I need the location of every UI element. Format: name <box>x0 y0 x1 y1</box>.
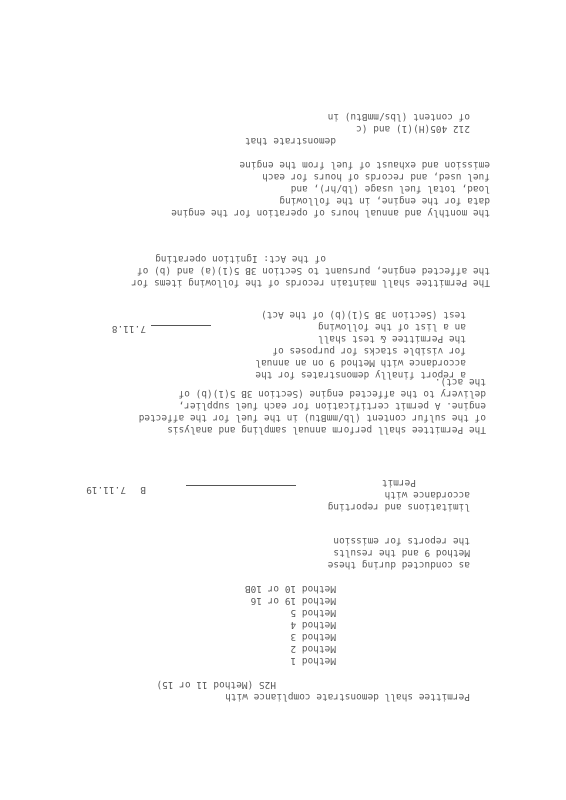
underline-rule <box>151 325 211 326</box>
section-letter: B <box>140 484 146 495</box>
text-line: accordance with <box>384 489 470 500</box>
text-line: for visible stacks for purposes of <box>272 345 466 356</box>
text-line: a report finally demonstrates for the <box>255 369 466 380</box>
text-line: Method 4 <box>290 619 336 630</box>
text-line: as conducted during these <box>327 559 470 570</box>
text-line: of the sulfur content (lb/mmBtu) in the fuel for the affected <box>138 412 486 423</box>
text-line: engine. A permit certification for each fuel supplier, <box>178 400 486 411</box>
text-line: Method 9 and the results <box>333 547 470 558</box>
text-line: the reports for emission <box>333 535 470 546</box>
text-line: accordance with Method 9 on an annual <box>255 357 466 368</box>
underline-rule <box>186 485 296 486</box>
text-line: of content (lbs/mmBtu) in <box>327 111 470 122</box>
text-line: Permit <box>381 477 416 488</box>
text-line: Method 3 <box>290 631 336 642</box>
text-line: Method 19 or 16 <box>250 595 336 606</box>
text-line: delivery to the affected engine (Section 3B 5(1)(b) of <box>178 388 486 399</box>
section-number-label: 7.11.8 <box>111 323 146 334</box>
text-line: the Permittee & test shall <box>317 333 466 344</box>
text-line: Method 5 <box>290 607 336 618</box>
text-line: data for the engine, in the following <box>279 195 490 206</box>
text-line: 212 405(H)(1) and (c <box>356 123 470 134</box>
text-line: the monthly and annual hours of operation for the engine <box>171 207 490 218</box>
text-line: Method 1 <box>290 655 336 666</box>
text-line: test (Section 3B 5(1)(b) of the Act) <box>261 309 466 320</box>
text-line: load, total fuel usage (lb/hr), and <box>290 183 490 194</box>
text-line: emission and exhaust of fuel from the engine <box>239 159 490 170</box>
text-line: The Permittee shall perform annual sampling and analysis <box>167 424 486 435</box>
text-line: the act). <box>434 376 486 387</box>
text-line: demonstrate that <box>244 135 336 146</box>
text-line: the affected engine, pursuant to Section 3B 5(1)(a) and (b) of <box>136 265 490 276</box>
text-line: an a list of the following <box>317 321 466 332</box>
text-line: The Permittee shall maintain records of the following items for <box>131 277 490 288</box>
text-line: limitations and reporting <box>327 501 470 512</box>
text-line: H2S (Method 11 or 15) <box>156 679 276 690</box>
text-line: of the Act: Ignition operating <box>155 253 326 264</box>
text-line: Permittee shall demonstrate compliance with <box>225 691 470 702</box>
text-line: Method 10 or 10B <box>244 583 336 594</box>
text-line: fuel used, and records of hours for each <box>262 171 490 182</box>
section-number-label: 7.11.19 <box>86 484 126 495</box>
text-line: Method 2 <box>290 643 336 654</box>
